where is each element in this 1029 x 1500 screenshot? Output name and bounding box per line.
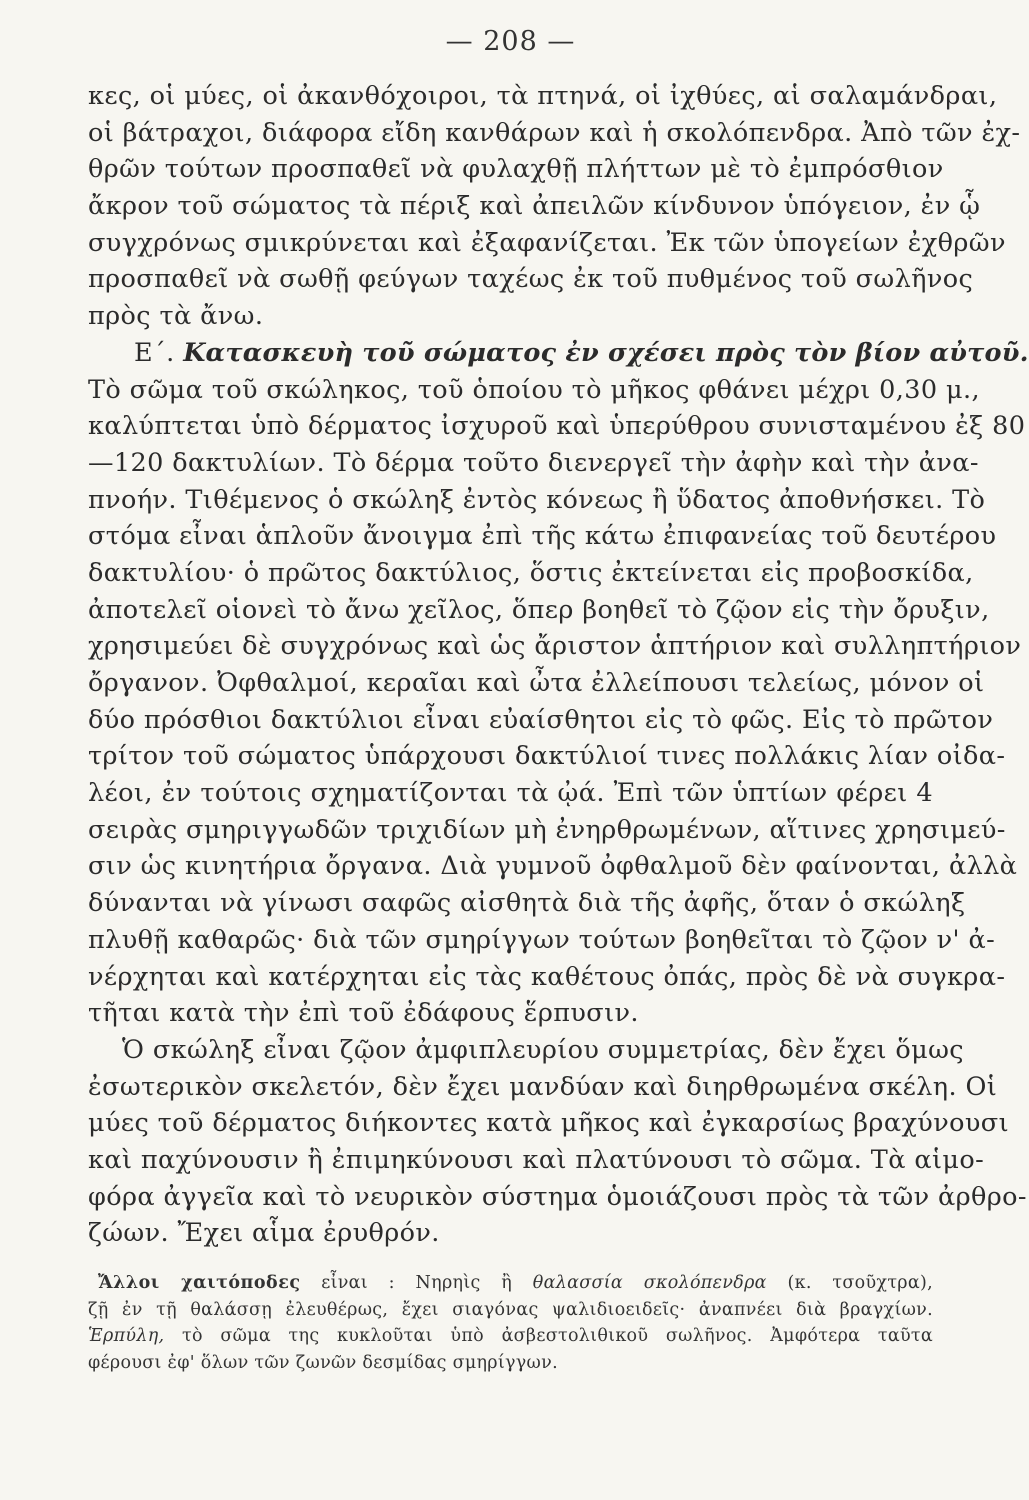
footnote-line	[88, 1270, 933, 1297]
section-heading	[88, 335, 1029, 372]
text-line: οἱ βάτραχοι, διάφορα εἴδη κανθάρων καὶ ἡ σκολόπενδρα. Ἀπὸ τῶν ἐχ-	[88, 117, 1021, 148]
text-line: Τὸ σῶμα τοῦ σκώληκος, τοῦ ὁποίου τὸ μῆκος φθάνει μέχρι 0,30 μ.,	[88, 374, 981, 405]
footnote-line: ζῇ ἐν τῇ θαλάσσῃ ἐλευθέρως, ἔχει σιαγόνας ψαλιδιοειδεῖς· ἀναπνέει διὰ βραγχίων.	[88, 1299, 933, 1320]
text-line: κες, οἱ μύες, οἱ ἀκανθόχοιροι, τὰ πτηνά, οἱ ἰχθύες, αἱ σαλαμάνδραι,	[88, 81, 998, 111]
text-line: μύες τοῦ δέρματος διήκοντες κατὰ μῆκος καὶ ἐγκαρσίως βραχύνουσι	[88, 1108, 1009, 1139]
footnote-line: φέρουσι ἐφ' ὅλων τῶν ζωνῶν δεσμίδας σμηρίγγων.	[88, 1352, 558, 1373]
text-line: ἄκρον τοῦ σώματος τὰ πέριξ καὶ ἀπειλῶν κίνδυνον ὑπόγειον, ἐν ᾧ	[88, 191, 981, 222]
text-line: χρησιμεύει δὲ συγχρόνως καὶ ὡς ἄριστον ἁπτήριον καὶ συλληπτήριον	[88, 631, 1022, 662]
text-line: δακτυλίου· ὁ πρῶτος δακτύλιος, ὅστις ἐκτείνεται εἰς προβοσκίδα,	[88, 557, 974, 588]
text-line: θρῶν τούτων προσπαθεῖ νὰ φυλαχθῇ πλήττων μὲ τὸ ἐμπρόσθιον	[88, 154, 944, 185]
footnote-text: εἶναι : Νηρηὶς ἢ	[300, 1273, 533, 1293]
text-line: δύο πρόσθιοι δακτύλιοι εἶναι εὐαίσθητοι εἰς τὸ φῶς. Εἰς τὸ πρῶτον	[88, 704, 994, 735]
footnote	[88, 1270, 933, 1376]
text-line: —120 δακτυλίων. Τὸ δέρμα τοῦτο διενεργεῖ τὴν ἀφὴν καὶ τὴν ἀνα-	[88, 447, 979, 478]
section-title: Κατασκευὴ τοῦ σώματος ἐν σχέσει πρὸς τὸν βίον αὐτοῦ.	[183, 337, 1029, 368]
text-line: πλυθῇ καθαρῶς· διὰ τῶν σμηρίγγων τούτων βοηθεῖται τὸ ζῷον ν' ἀ-	[88, 924, 996, 955]
section-number: Ε΄.	[134, 337, 175, 368]
text-line: ἐσωτερικὸν σκελετόν, δὲν ἔχει μανδύαν καὶ διηρθρωμένα σκέλη. Οἱ	[88, 1071, 998, 1102]
text-line: τρίτον τοῦ σώματος ὑπάρχουσι δακτύλιοί τινες πολλάκις λίαν οἰδα-	[88, 741, 1006, 772]
text-line: προσπαθεῖ νὰ σωθῇ φεύγων ταχέως ἐκ τοῦ πυθμένος τοῦ σωλῆνος	[88, 264, 974, 295]
footnote-italic: Ἑρπύλη,	[88, 1326, 165, 1346]
text-line: Ὁ σκώληξ εἶναι ζῷον ἀμφιπλευρίου συμμετρίας, δὲν ἔχει ὅμως	[122, 1034, 964, 1065]
footnote-text: (κ. τσοῦχτρα),	[766, 1273, 933, 1293]
footnote-heading: Ἄλλοι χαιτόποδες	[98, 1273, 301, 1293]
text-line: στόμα εἶναι ἁπλοῦν ἄνοιγμα ἐπὶ τῆς κάτω ἐπιφανείας τοῦ δευτέρου	[88, 521, 997, 552]
paragraph-enemies	[88, 78, 1021, 335]
text-line: ἀποτελεῖ οἱονεὶ τὸ ἄνω χεῖλος, ὅπερ βοηθεῖ τὸ ζῷον εἰς τὴν ὄρυξιν,	[88, 594, 990, 625]
page-number: — 208 —	[445, 26, 576, 57]
text-line: φόρα ἀγγεῖα καὶ τὸ νευρικὸν σύστημα ὁμοιάζουσι πρὸς τὰ τῶν ἀρθρο-	[88, 1181, 1027, 1212]
text-line: λέοι, ἐν τούτοις σχηματίζονται τὰ ᾠά. Ἐπὶ τῶν ὑπτίων φέρει 4	[88, 778, 933, 809]
text-line: συγχρόνως σμικρύνεται καὶ ἐξαφανίζεται. Ἐκ τῶν ὑπογείων ἐχθρῶν	[88, 227, 1006, 258]
text-line: νέρχηται καὶ κατέρχηται εἰς τὰς καθέτους ὀπάς, πρὸς δὲ νὰ συγκρα-	[88, 961, 1006, 992]
paragraph-body-structure	[88, 372, 1026, 1032]
footnote-text: τὸ σῶμα της κυκλοῦται ὑπὸ ἀσβεστολιθικοῦ σωλῆνος. Ἀμφότερα ταῦτα	[164, 1326, 933, 1346]
text-line: σιν ὡς κινητήρια ὄργανα. Διὰ γυμνοῦ ὀφθαλμοῦ δὲν φαίνονται, ἀλλὰ	[88, 851, 1018, 882]
text-line: καλύπτεται ὑπὸ δέρματος ἰσχυροῦ καὶ ὑπερύθρου συνισταμένου ἐξ 80	[88, 411, 1026, 442]
text-line: καὶ παχύνουσιν ἢ ἐπιμηκύνουσι καὶ πλατύνουσι τὸ σῶμα. Τὰ αἱμο-	[88, 1144, 985, 1175]
main-text	[88, 78, 1029, 1252]
text-line: ὄργανον. Ὀφθαλμοί, κεραῖαι καὶ ὦτα ἐλλείπουσι τελείως, μόνον οἱ	[88, 668, 985, 698]
text-line: σειρὰς σμηριγγωδῶν τριχιδίων μὴ ἐνηρθρωμένων, αἵτινες χρησιμεύ-	[88, 814, 1006, 845]
paragraph-anatomy	[88, 1032, 1027, 1252]
footnote-italic: θαλασσία σκολόπενδρα	[532, 1273, 767, 1293]
footnote-line	[88, 1323, 933, 1350]
book-page	[88, 24, 1029, 1474]
text-line: πρὸς τὰ ἄνω.	[88, 301, 264, 332]
text-line: δύνανται νὰ γίνωσι σαφῶς αἰσθητὰ διὰ τῆς ἀφῆς, ὅταν ὁ σκώληξ	[88, 888, 966, 919]
text-line: τῆται κατὰ τὴν ἐπὶ τοῦ ἐδάφους ἕρπυσιν.	[88, 998, 639, 1029]
text-line: ζώων. Ἔχει αἷμα ἐρυθρόν.	[88, 1218, 440, 1249]
text-line: πνοήν. Τιθέμενος ὁ σκώληξ ἐντὸς κόνεως ἢ ὕδατος ἀποθνήσκει. Τὸ	[88, 484, 986, 515]
